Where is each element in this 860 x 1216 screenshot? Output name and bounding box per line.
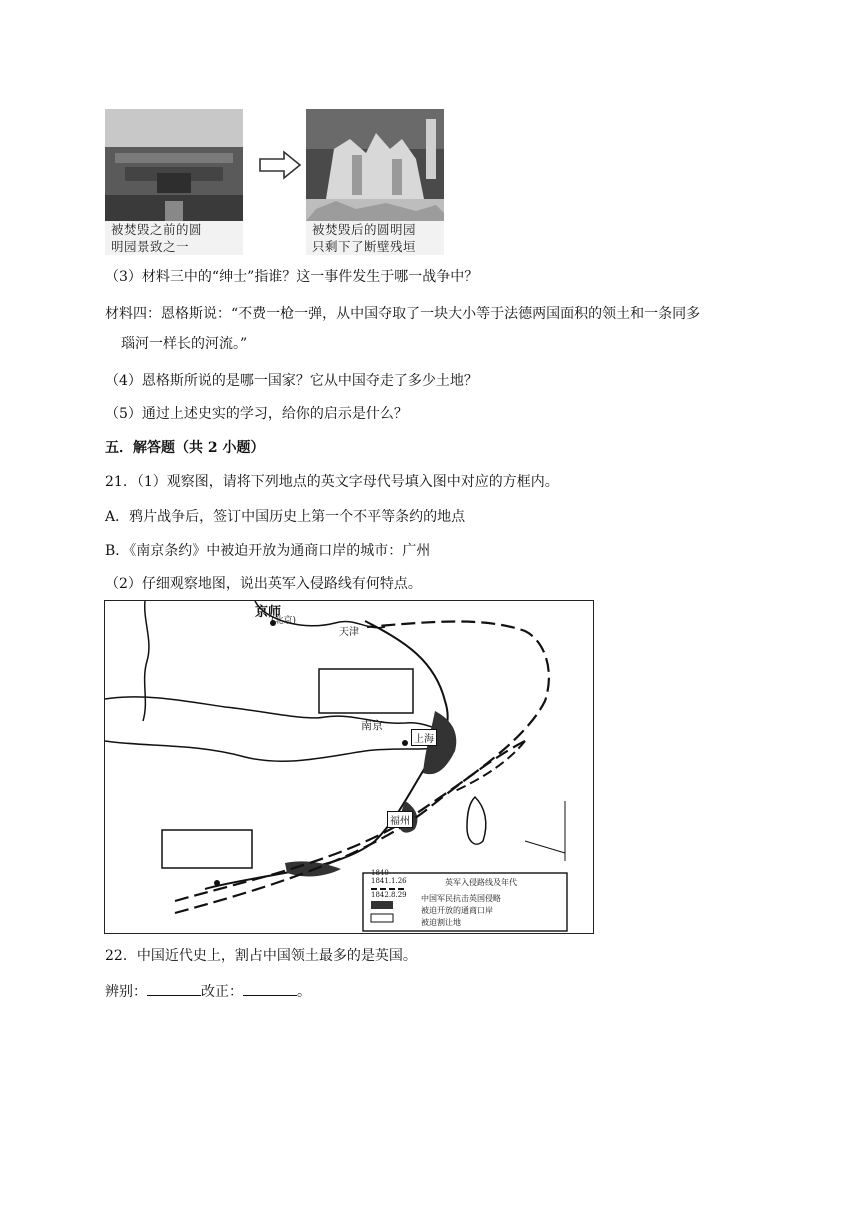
correct-label: 改正：	[201, 984, 243, 1000]
option-b: B．《南京条约》中被迫开放为通商口岸的城市：广州	[105, 543, 431, 559]
map-label-shanghai: 上海	[411, 729, 437, 746]
caption-line: 只剩下了断壁残垣	[312, 239, 417, 254]
map-label-nanjing: 南京	[361, 719, 383, 732]
map-drawing	[105, 601, 593, 933]
map-label-fuzhou: 福州	[387, 811, 413, 828]
map-label-capital: 京师	[255, 605, 282, 620]
correct-blank[interactable]	[243, 983, 297, 996]
caption-line: 明园景致之一	[111, 239, 190, 254]
material-4-line-2: 瑙河一样长的河流。”	[121, 336, 248, 352]
legend-item-ports: 被迫开放的通商口岸	[421, 906, 493, 915]
question-5: （5）通过上述史实的学习，给你的启示是什么？	[105, 406, 408, 422]
photo-after-burning	[306, 109, 444, 255]
question-22-answer	[105, 981, 311, 1001]
yuanmingyuan-ruins-image	[306, 109, 444, 221]
arrow-right-icon	[258, 150, 302, 180]
legend-dates-2: 1842.8.29	[371, 891, 407, 899]
photo-caption	[111, 221, 241, 255]
judge-blank[interactable]	[147, 983, 201, 996]
yuanmingyuan-before-image	[105, 109, 243, 221]
section-heading: 五．解答题（共 2 小题）	[105, 440, 265, 456]
caption-line: 被焚毁后的圆明园	[312, 222, 417, 237]
question-21-part-2: （2）仔细观察地图，说出英军入侵路线有何特点。	[105, 576, 422, 592]
legend-dates: 1841.1.26	[371, 877, 407, 885]
answer-end: 。	[297, 984, 311, 1000]
map-label-tianjin: 天津	[339, 627, 359, 638]
map-label-capital-sub: (北京)	[271, 616, 297, 626]
opium-war-map	[104, 600, 594, 934]
legend-item-ceded: 被迫割让地	[421, 918, 461, 927]
legend-item-resistance: 中国军民抗击英国侵略	[421, 894, 501, 903]
answer-box-top[interactable]	[319, 669, 413, 713]
caption-line: 被焚毁之前的圆	[111, 222, 203, 237]
question-21-intro: 21．（1）观察图，请将下列地点的英文字母代号填入图中对应的方框内。	[105, 474, 559, 490]
photo-caption	[312, 221, 442, 255]
judge-label: 辨别：	[105, 984, 147, 1000]
photo-before-burning	[105, 109, 243, 255]
question-22: 22．中国近代史上，割占中国领土最多的是英国。	[105, 948, 417, 964]
question-4: （4）恩格斯所说的是哪一国家？它从中国夺走了多少土地？	[105, 373, 478, 389]
option-a: A．鸦片战争后，签订中国历史上第一个不平等条约的地点	[105, 509, 466, 525]
legend-item-route: 英军入侵路线及年代	[445, 878, 517, 887]
answer-box-bottom[interactable]	[162, 830, 252, 868]
legend-year: 1840	[371, 869, 389, 877]
material-4-line-1: 材料四：恩格斯说：“不费一枪一弹，从中国夺取了一块大小等于法德两国面积的领土和一条同多	[105, 306, 701, 322]
question-3: （3）材料三中的“绅士”指谁？这一事件发生于哪一战争中？	[105, 269, 479, 285]
